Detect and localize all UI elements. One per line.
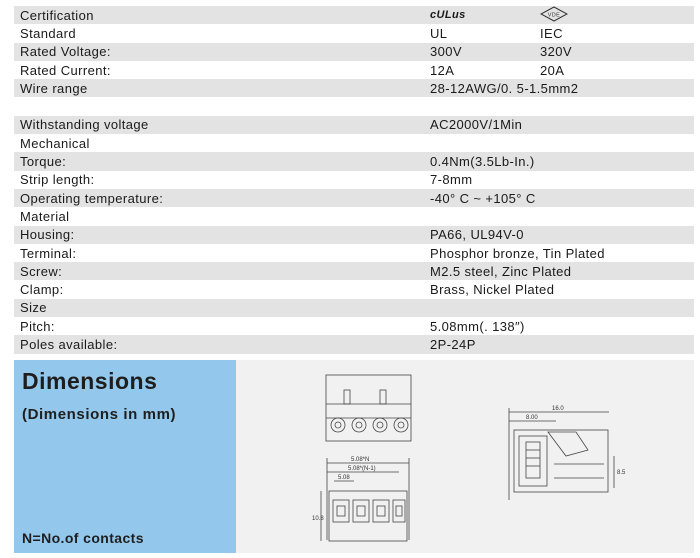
spec-label: Poles available: [20, 336, 118, 352]
spec-row [14, 116, 694, 134]
spec-value: M2.5 steel, Zinc Plated [430, 263, 572, 279]
spec-label: Mechanical [20, 135, 90, 151]
label-pitch-n: 5.08*N [351, 457, 370, 463]
spec-row [14, 97, 694, 115]
certification-logos [430, 6, 568, 25]
spec-value: -40° C ~ +105° C [430, 190, 536, 206]
spec-value-ul: 12A [430, 62, 455, 78]
spec-row [14, 6, 694, 24]
spec-label: Housing: [20, 227, 75, 243]
spec-row [14, 335, 694, 353]
spec-row [14, 262, 694, 280]
vde-logo-icon [540, 6, 568, 25]
spec-label: Pitch: [20, 318, 55, 334]
dimensions-subtitle: (Dimensions in mm) [22, 406, 177, 423]
spec-value: AC2000V/1Min [430, 117, 523, 133]
ul-logo-icon: cULus [430, 9, 466, 22]
front-view [326, 375, 411, 441]
spec-row [14, 171, 694, 189]
spec-row [14, 207, 694, 225]
spec-label: Material [20, 208, 70, 224]
spec-label: Operating temperature: [20, 190, 164, 206]
spec-label: Size [20, 300, 47, 316]
side-view [509, 408, 614, 500]
spec-value: Brass, Nickel Plated [430, 282, 555, 298]
spec-value-iec: IEC [540, 25, 563, 41]
spec-value-ul: 300V [430, 44, 462, 60]
dimensions-panel [14, 360, 236, 553]
spec-row [14, 189, 694, 207]
spec-label: Rated Voltage: [20, 44, 111, 60]
vde-logo-text: VDE [547, 12, 561, 19]
spec-label: Certification [20, 7, 94, 23]
spec-row [14, 61, 694, 79]
label-pitch-n1: 5.08*(N-1) [348, 466, 376, 472]
spec-value-ul: UL [430, 25, 448, 41]
spec-row [14, 317, 694, 335]
spec-label: Rated Current: [20, 62, 111, 78]
spec-label: Withstanding voltage [20, 117, 149, 133]
spec-value-iec: 20A [540, 62, 565, 78]
spec-row [14, 134, 694, 152]
spec-value: 0.4Nm(3.5Lb-In.) [430, 154, 535, 170]
spec-row [14, 299, 694, 317]
spec-label: Wire range [20, 80, 88, 96]
spec-label: Standard [20, 25, 76, 41]
spec-value-iec: 320V [540, 44, 572, 60]
technical-drawing [236, 360, 694, 553]
spec-label: Torque: [20, 154, 67, 170]
spec-value: PA66, UL94V-0 [430, 227, 524, 243]
spec-label: Strip length: [20, 172, 95, 188]
label-length: 16.0 [552, 406, 564, 412]
spec-row [14, 280, 694, 298]
spec-value: Phosphor bronze, Tin Plated [430, 245, 605, 261]
spec-row [14, 24, 694, 42]
spec-row [14, 79, 694, 97]
label-height: 10.8 [312, 516, 324, 522]
spec-row [14, 152, 694, 170]
spec-row [14, 43, 694, 61]
contacts-note: N=No.of contacts [22, 530, 144, 546]
technical-drawing-area [236, 360, 694, 553]
spec-row [14, 244, 694, 262]
label-pitch: 5.08 [338, 475, 350, 481]
specification-table [14, 6, 694, 354]
label-depth: 8.00 [526, 415, 538, 421]
spec-value: 5.08mm(. 138″) [430, 318, 525, 334]
spec-label: Screw: [20, 263, 63, 279]
spec-row [14, 226, 694, 244]
spec-label: Clamp: [20, 282, 64, 298]
spec-value: 2P-24P [430, 336, 476, 352]
spec-label: Terminal: [20, 245, 77, 261]
label-side: 8.5 [617, 470, 626, 476]
spec-value: 28-12AWG/0. 5-1.5mm2 [430, 80, 579, 96]
spec-value: 7-8mm [430, 172, 473, 188]
dimensions-title: Dimensions [22, 368, 158, 394]
